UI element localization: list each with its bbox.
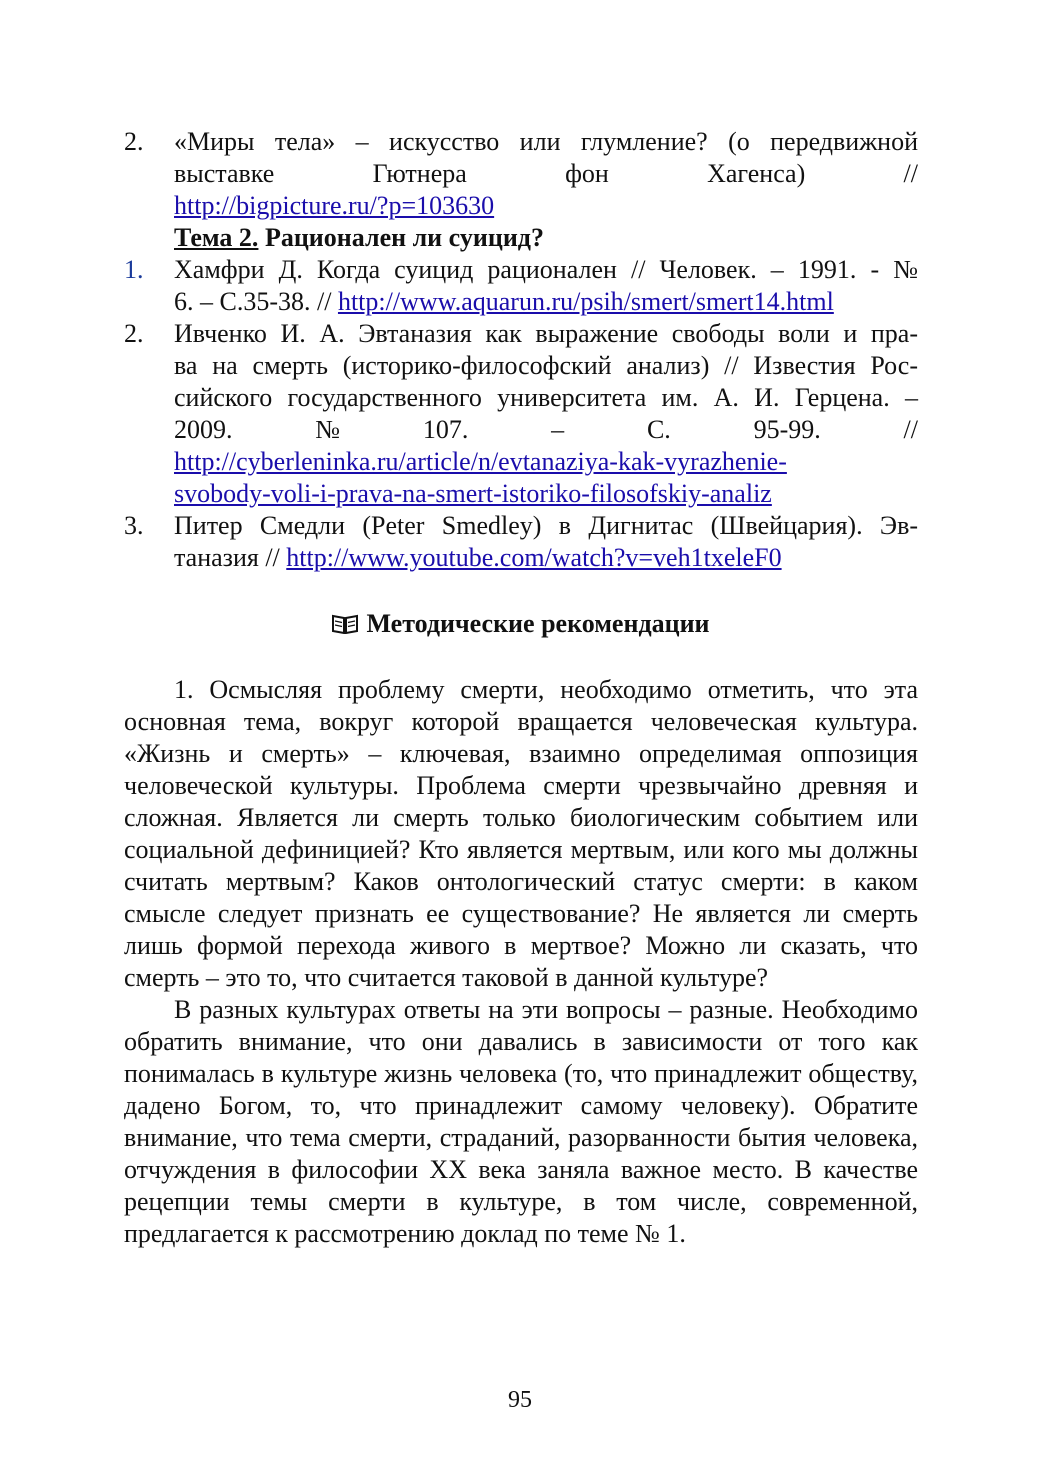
list-item [124, 126, 918, 222]
list-text: таназия // [174, 543, 287, 572]
list-item [124, 318, 918, 510]
page-content [124, 126, 918, 1250]
reference-link[interactable]: http://www.youtube.com/watch?v=veh1txeleF0 [286, 543, 782, 572]
reference-link[interactable]: svobody-voli-i-prava-na-smert-istoriko-filosofskiy-analiz [174, 479, 772, 508]
topic-heading [174, 222, 918, 254]
page-number: 95 [508, 1387, 532, 1413]
list-text: «Миры тела» – искусство или глумление? (о передвижной [174, 127, 918, 156]
list-text: Ивченко И. А. Эвтаназия как выражение свободы воли и пра- [174, 319, 918, 348]
list-number: 1. [124, 255, 144, 284]
topic-label: Тема 2. [174, 223, 259, 252]
section-title [124, 608, 918, 640]
list-text: сийского государственного университета им. А. И. Герцена. – [174, 383, 918, 412]
list-item [124, 254, 918, 318]
reference-link[interactable]: http://bigpicture.ru/?p=103630 [174, 191, 495, 220]
reference-link[interactable]: http://cyberleninka.ru/article/n/evtanaziya-kak-vyrazhenie- [174, 447, 787, 476]
section-title-text: Методические рекомендации [366, 609, 710, 638]
list-number: 2. [124, 127, 144, 156]
book-icon [332, 614, 358, 634]
list-text: 6. – С.35-38. // [174, 287, 338, 316]
list-text: ва на смерть (историко-философский анализ) // Известия Рос- [174, 351, 918, 380]
list-text: Хамфри Д. Когда суицид рационален // Человек. – 1991. - № [174, 255, 918, 284]
list-number: 2. [124, 319, 144, 348]
list-number: 3. [124, 511, 144, 540]
list-text: выставке Гютнера фон Хагенса) // [174, 159, 918, 188]
list-text: 2009. № 107. – С. 95-99. // [174, 415, 918, 444]
reference-link[interactable]: http://www.aquarun.ru/psih/smert/smert14.html [337, 287, 834, 316]
topic-title: Рационален ли суицид? [258, 223, 544, 252]
paragraph: В разных культурах ответы на эти вопросы – разные. Необходимо обратить внимание, что они давались в зависимости от того как понималась в культуре жизнь человека (то, что принадлежит обществу, дадено Богом, то, что принадлежит самому человеку). Обратите внимание, что тема смерти, страданий, разорванности бытия человека, отчуждения в философии XX века заняла важное место. В качестве рецепции темы смерти в культуре, в том числе, современной, предлагается к рассмотрению доклад по теме № 1. [124, 995, 918, 1248]
list-item [124, 510, 918, 574]
list-text: Питер Смедли (Peter Smedley) в Дигнитас (Швейцария). Эв- [174, 511, 918, 540]
paragraph: 1. Осмысляя проблему смерти, необходимо отметить, что эта основная тема, вокруг которой вращается человеческая культура. «Жизнь и смерть» – ключевая, взаимно определимая оппозиция человеческой культуры. Проблема смерти чрезвычайно древняя и сложная. Является ли смерть только биологическим событием или социальной дефиницией? Кто является мертвым, или кого мы должны считать мертвым? Каков онтологический статус смерти: в каком смысле следует признать ее существование? Не является ли смерть лишь формой перехода живого в мертвое? Можно ли сказать, что смерть – это то, что считается таковой в данной культуре? [124, 675, 918, 992]
